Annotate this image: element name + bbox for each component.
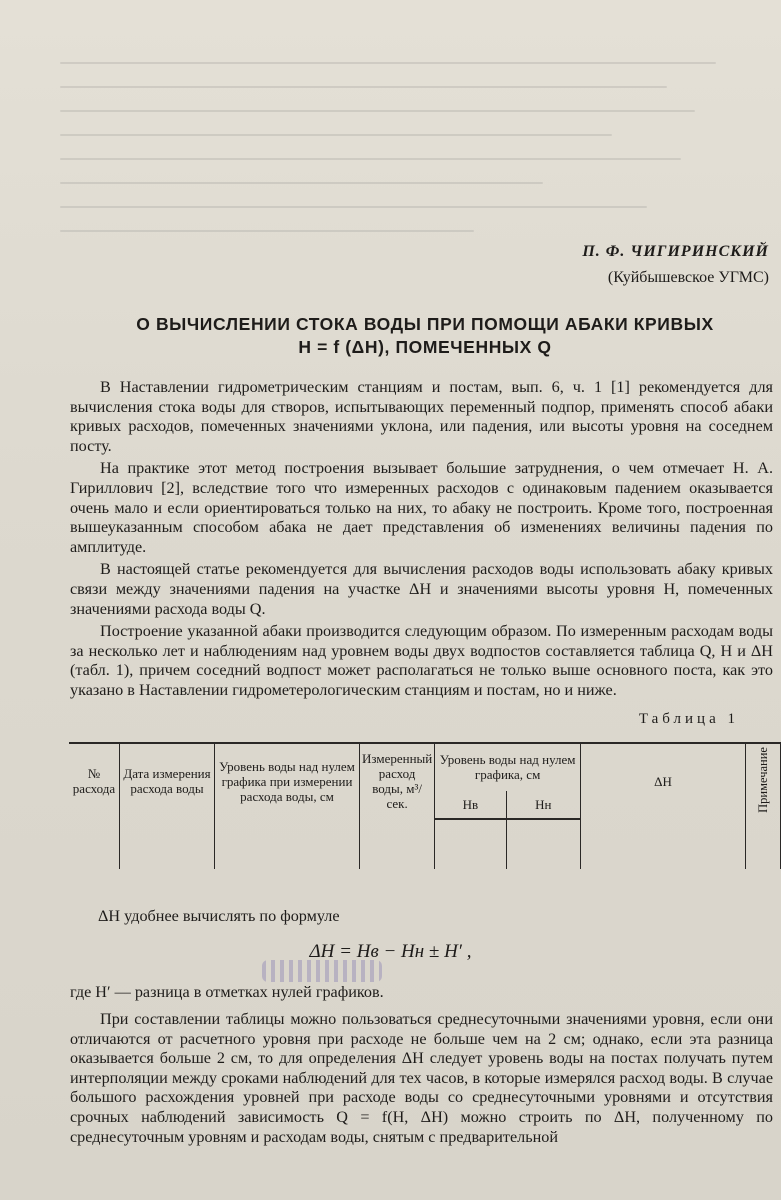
paragraph: В Наставлении гидрометрическим станциям и постам, вып. 6, ч. 1 [1] рекомендуется для вычисления стока воды для створов, испытывающих переменный подпор, применять способ абаки кривых расходов, помеченных значениями уклона, или падения, или высоты уровня на соседнем посту. <box>70 378 773 455</box>
col-header-hv: Hв <box>435 791 506 819</box>
bleed-through-text <box>60 40 750 260</box>
table-cell <box>581 819 746 869</box>
table-caption: Таблица 1 <box>638 711 739 727</box>
formula: ΔH = Hв − Hн ± H′ , <box>309 941 472 962</box>
col-header-number: № расхода <box>69 743 120 819</box>
col-header-hn: Hн <box>506 791 580 819</box>
body-text <box>70 378 773 701</box>
author-name: П. Ф. ЧИГИРИНСКИЙ <box>582 243 769 260</box>
paragraph: При составлении таблицы можно пользоваться среднесуточными значениями уровня, если они отличаются от расчетного уровня при расходе не больше чем на 2 см; однако, если эта разница оказывается больше 2 см, то для определения ΔH следует уровень воды на постах получать путем интерполяции между сроками наблюдений для тех часов, в которые измерялся расход воды. В случае большого расхождения уровней при расходе воды со среднесуточными уровнями и отсутствия срочных наблюдений зависимость Q = f(H, ΔH) можно строить по ΔH, полученному по среднесуточным уровням и расходам воды, снятым с предварительной <box>70 1010 773 1146</box>
table-cell <box>120 819 215 869</box>
data-table <box>69 742 781 869</box>
col-header-delta-h: ΔH <box>581 743 746 819</box>
table-cell <box>435 819 506 869</box>
col-header-date: Дата измерения расхода воды <box>120 743 215 819</box>
paragraph: На практике этот метод построения вызывает большие затруднения, о чем отмечает Н. А. Гириллович [2], вследствие того что измеренных расходов с одинаковым падением оказывается очень мало и если ориентироваться только на них, то абаку не построить. Кроме того, построенная вышеуказанным способом абака не дает представления об изменениях величины падения по амплитуде. <box>70 459 773 556</box>
title-line-1: О ВЫЧИСЛЕНИИ СТОКА ВОДЫ ПРИ ПОМОЩИ АБАКИ КРИВЫХ <box>136 314 714 334</box>
table-cell <box>215 819 360 869</box>
formula-intro: ΔH удобнее вычислять по формуле <box>98 907 340 925</box>
table-row <box>69 819 781 869</box>
col-header-level-group: Уровень воды над нулем графика, см <box>435 743 581 791</box>
paragraph: В настоящей статье рекомендуется для вычисления расходов воды использовать абаку кривых связи между значениями падения на участке ΔH и значениями высоты уровня H, помеченных значениями расхода воды Q. <box>70 560 773 618</box>
paragraph: Построение указанной абаки производится следующим образом. По измеренным расходам воды за несколько лет и наблюдениям над уровнем воды двух водпостов составляется таблица Q, H и ΔH (табл. 1), причем соседний водпост может располагаться не только выше основного поста, как это указано в Наставлении гидрометерологическим станциям и постам, но и ниже. <box>70 622 773 699</box>
article-title <box>60 313 781 359</box>
col-header-note <box>746 743 781 819</box>
formula-where: где H′ — разница в отметках нулей графиков. <box>70 983 384 1001</box>
table-cell <box>746 819 781 869</box>
col-header-flow: Измеренный расход воды, м³/сек. <box>360 743 435 819</box>
table-cell <box>506 819 580 869</box>
body-text-2 <box>70 1010 773 1147</box>
table-cell <box>360 819 435 869</box>
author-affiliation: (Куйбышевское УГМС) <box>607 269 769 286</box>
note-label: Примечание <box>755 747 770 813</box>
title-line-2: H = f (ΔH), ПОМЕЧЕННЫХ Q <box>298 337 552 357</box>
col-header-level: Уровень воды над нулем графика при измерении расхода воды, см <box>215 743 360 819</box>
table-cell <box>69 819 120 869</box>
library-stamp <box>262 960 382 982</box>
